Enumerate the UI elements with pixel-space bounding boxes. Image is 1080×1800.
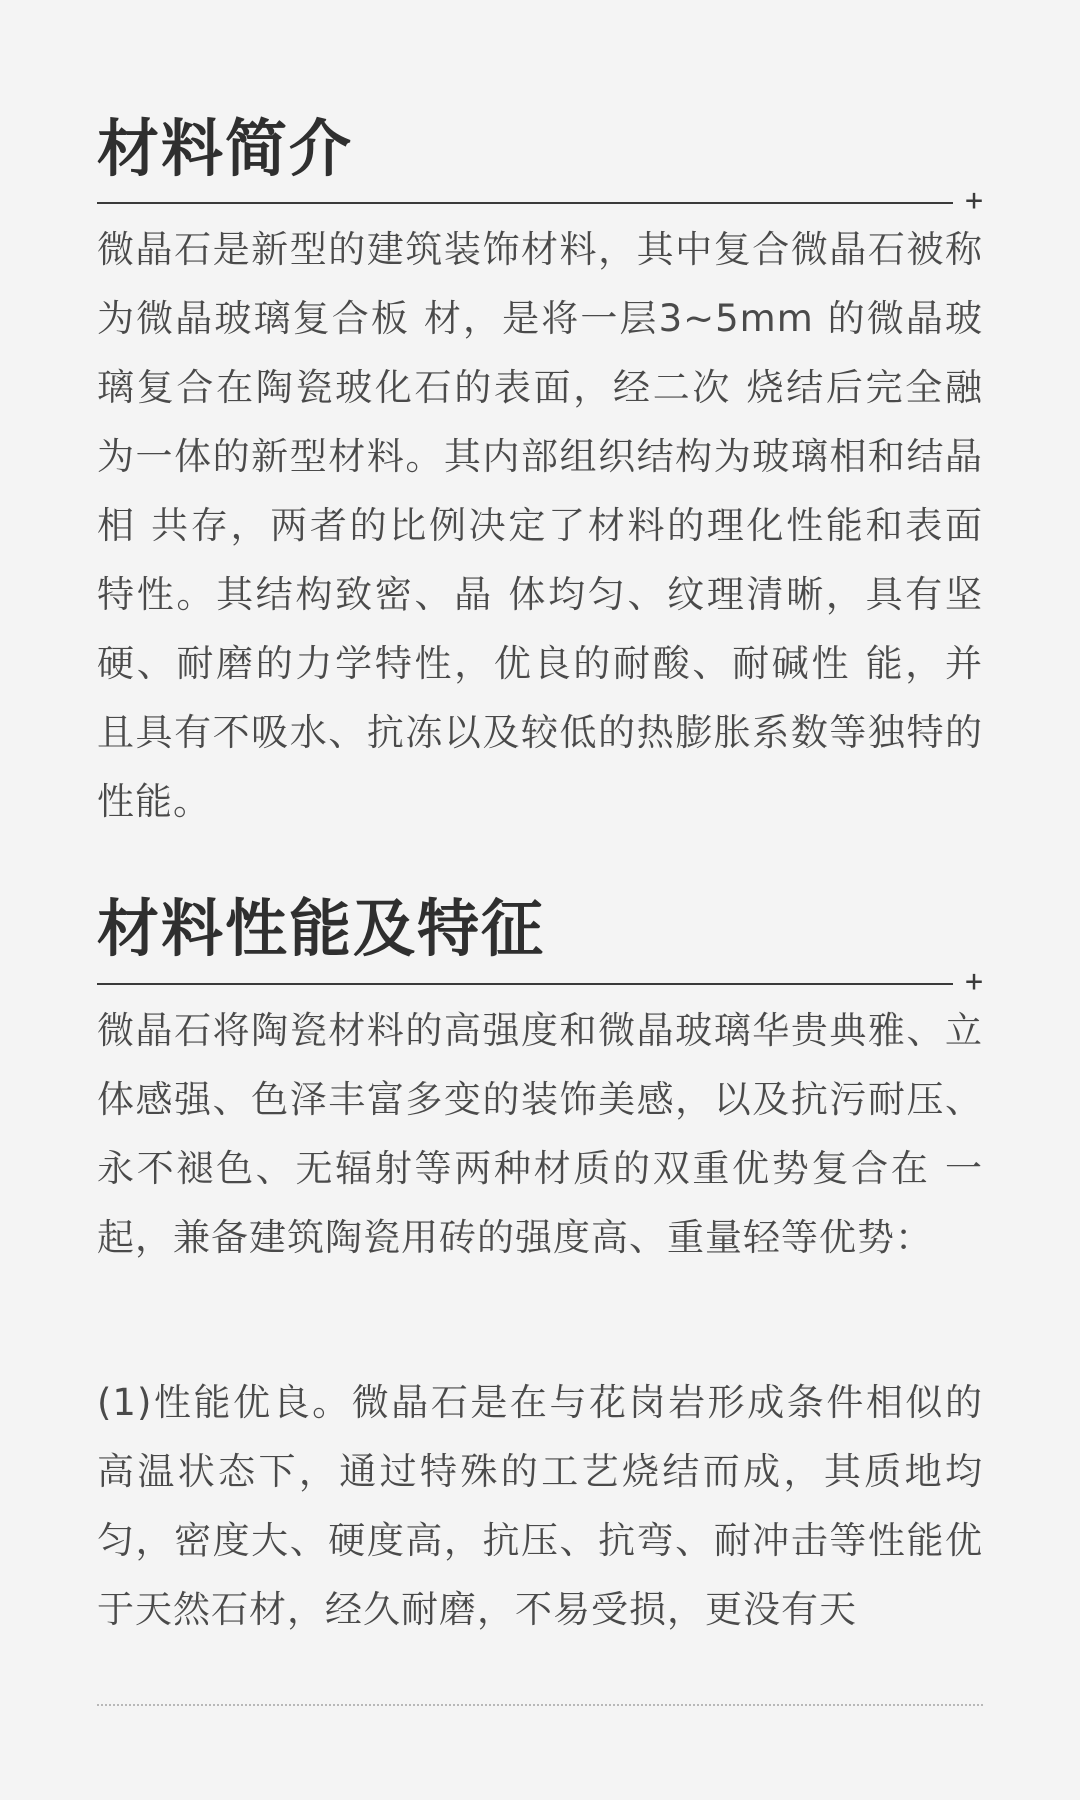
section-title-properties: 材料性能及特征 bbox=[97, 892, 546, 965]
properties-item-paragraph: (1)性能优良。微晶石是在与花岗岩形成条件相似的高温状态下，通过特殊的工艺烧结而成，其质地均匀，密度大、硬度高，抗压、抗弯、耐冲击等性能优于天然石材，经久耐磨，不易受损，更没有天 bbox=[97, 1381, 983, 1631]
divider-line bbox=[97, 202, 953, 204]
section-title-intro: 材料简介 bbox=[97, 112, 354, 185]
plus-icon: + bbox=[964, 964, 983, 999]
page-bottom-divider bbox=[97, 1704, 983, 1706]
properties-paragraph: 微晶石将陶瓷材料的高强度和微晶玻璃华贵典雅、立体感强、色泽丰富多变的装饰美感，以及抗污耐压、永不褪色、无辐射等两种材质的双重优势复合在 一起，兼备建筑陶瓷用砖的强度高、重量轻等优势： bbox=[97, 1009, 983, 1259]
intro-paragraph: 微晶石是新型的建筑装饰材料，其中复合微晶石被称为微晶玻璃复合板 材，是将一层3~5mm 的微晶玻璃复合在陶瓷玻化石的表面，经二次 烧结后完全融为一体的新型材料。其内部组织结构为玻璃相和结晶相 共存，两者的比例决定了材料的理化性能和表面特性。其结构致密、晶 体均匀、纹理清晰，具有坚硬、耐磨的力学特性，优良的耐酸、耐碱性 能，并且具有不吸水、抗冻以及较低的热膨胀系数等独特的性能。 bbox=[97, 228, 983, 823]
divider-line bbox=[97, 983, 953, 985]
plus-icon: + bbox=[964, 183, 983, 218]
